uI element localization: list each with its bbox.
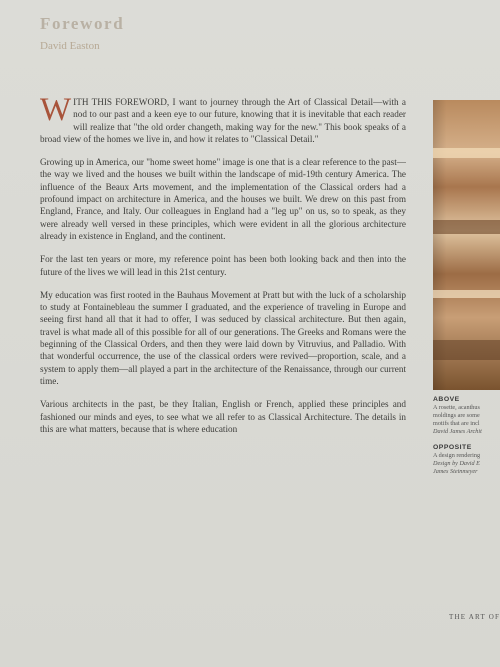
- architectural-detail-photo: [433, 100, 500, 390]
- caption-above-heading: ABOVE: [433, 396, 460, 403]
- paragraph-3: For the last ten years or more, my reference point has been both looking back and then into the future of the lives we will lead in this 21st century.: [40, 254, 406, 277]
- chapter-title: Foreword: [40, 14, 125, 33]
- drop-cap: W: [40, 92, 72, 128]
- photo-molding-band: [433, 148, 500, 158]
- caption-above: [433, 396, 500, 436]
- caption-line: A design rendering: [433, 452, 481, 459]
- paragraph-2: Growing up in America, our "home sweet home" image is one that is a clear reference to the past—the way we lived and the houses we built within the landscape of mid-19th century America. The influence of the Beaux Arts movement, and the implementation of the Classical orders had a profound impact on architecture in America, and the houses we built. We drew on this past from England, France, and Italy. Our colleagues in England had a "leg up" on us, so to speak, as they were already well versed in these principles, which were evident in all the glorious architecture already in existence in England, and the continent.: [40, 157, 406, 241]
- paragraph-4: My education was first rooted in the Bauhaus Movement at Pratt but with the luck of a scholarship to study at Fontainebleau the summer I graduated, and the experience of traveling in Europe and seeing first hand all that it had to offer, I was seduced by classical architecture. But then again, travel is what made all of this possible for all of our generations. The Greeks and Romans were the beginning of the Classical Orders, and then they were laid down by Vitruvius, and Palladio. With that wonderful occurrence, the use of the classical orders were revived—proportion, scale, and a system to apply them—all played a part in the architecture of the Renaissance, through our current time.: [40, 289, 406, 386]
- photo-caption: [433, 396, 500, 484]
- caption-line: moldings are some: [433, 412, 480, 419]
- photo-molding-band: [433, 290, 500, 298]
- caption-credit: Design by David E: [433, 460, 480, 467]
- chapter-author: David Easton: [40, 40, 100, 52]
- body-text: [40, 92, 406, 446]
- caption-line: motifs that are incl: [433, 420, 480, 427]
- caption-opposite-heading: OPPOSITE: [433, 444, 472, 451]
- photo-molding-band: [433, 220, 500, 234]
- paragraph-5: Various architects in the past, be they Italian, English or French, applied these principles and fashioned our minds and eyes, to see what we all refer to as Classical Architecture. The details in this are what matters, because that is where education: [40, 399, 406, 434]
- paragraph-1-text: ITH THIS FOREWORD, I want to journey through the Art of Classical Detail—with a nod to our past and a keen eye to our future, knowing that it is inevitable that each reader will realize that "the old order changeth, making way for the new." This book speaks of a broad view of the homes we live in, and how it relates to "Classical Detail.": [40, 97, 406, 144]
- running-footer: THE ART OF: [449, 613, 500, 621]
- caption-opposite: [433, 444, 500, 476]
- photo-molding-band: [433, 340, 500, 360]
- caption-line: A rosette, acanthus: [433, 404, 480, 411]
- caption-credit: David James Archit: [433, 428, 482, 435]
- paragraph-1: [40, 92, 406, 145]
- caption-credit: James Steinmeyer: [433, 468, 478, 475]
